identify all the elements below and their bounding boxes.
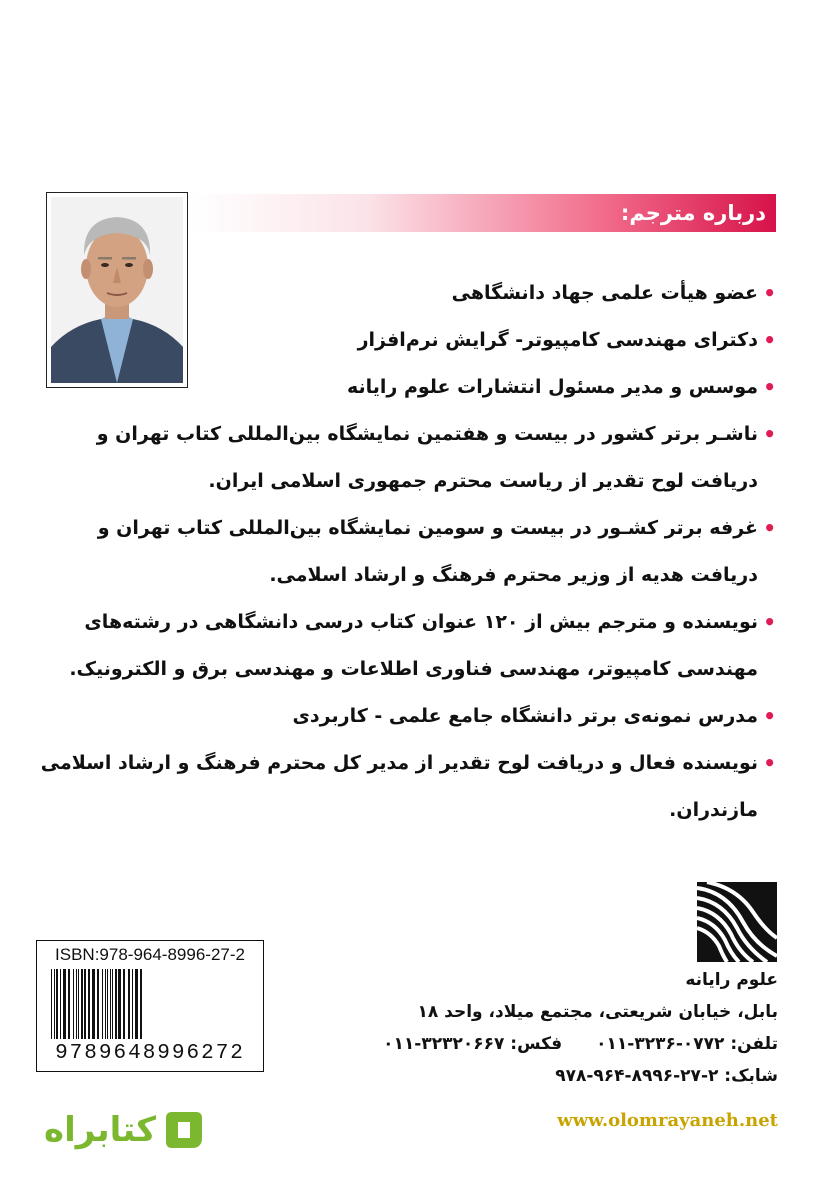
- barcode-bar: [110, 969, 111, 1039]
- bio-item: [40, 740, 776, 834]
- bullet-icon: •: [763, 610, 776, 634]
- bio-text: نویسنده فعال و دریافت لوح تقدیر از مدیر کل محترم فرهنگ و ارشاد اسلامی مازندران.: [40, 752, 758, 821]
- barcode-bar: [54, 969, 55, 1039]
- barcode-bar: [105, 969, 106, 1039]
- barcode-bar: [92, 969, 95, 1039]
- barcode-digits: 9789648996272: [55, 1042, 245, 1065]
- barcode-bar: [88, 969, 90, 1039]
- publisher-logo-icon: [697, 882, 777, 962]
- barcode: [36, 940, 264, 1072]
- barcode-bar: [51, 969, 52, 1039]
- barcode-bar: [135, 969, 138, 1039]
- bullet-icon: •: [763, 375, 776, 399]
- barcode-bar: [140, 969, 142, 1039]
- bio-item: [40, 693, 776, 740]
- barcode-bar: [115, 969, 117, 1039]
- barcode-bar: [60, 969, 61, 1039]
- barcode-bar: [84, 969, 86, 1039]
- publisher-isbn: شابک: ۲-۲۷-۸۹۹۶-۹۶۴-۹۷۸: [555, 1066, 778, 1086]
- bio-text: غرفه برتر کشـور در بیست و سومین نمایشگاه بین‌المللی کتاب تهران و دریافت هدیه از وزیر محترم فرهنگ و ارشاد اسلامی.: [97, 517, 758, 586]
- bio-item: [40, 364, 776, 411]
- publisher-phone: تلفن: ۰۷۷۲-۳۲۳۶-۰۱۱: [596, 1034, 778, 1054]
- barcode-bars: [49, 969, 253, 1039]
- barcode-bar: [97, 969, 99, 1039]
- barcode-bar: [128, 969, 130, 1039]
- publisher-address: بابل، خیابان شریعتی، مجتمع میلاد، واحد ۱۸: [417, 1002, 778, 1022]
- ketabrah-logo: [44, 1108, 206, 1152]
- publisher-info: [300, 964, 778, 1092]
- bio-text: ناشـر برتر کشور در بیست و هفتمین نمایشگاه بین‌المللی کتاب تهران و دریافت لوح تقدیر از ریاست محترم جمهوری اسلامی ایران.: [96, 423, 758, 492]
- bio-item: [40, 505, 776, 599]
- section-header-bar: [192, 194, 776, 232]
- isbn-label: ISBN:978-964-8996-27-2: [55, 945, 245, 964]
- bullet-icon: •: [763, 328, 776, 352]
- barcode-bar: [78, 969, 79, 1039]
- bullet-icon: •: [763, 704, 776, 728]
- bullet-icon: •: [763, 751, 776, 775]
- bullet-icon: •: [763, 281, 776, 305]
- contact-row: [300, 1028, 778, 1060]
- bullet-icon: •: [763, 422, 776, 446]
- barcode-bar: [81, 969, 83, 1039]
- bio-text: موسس و مدیر مسئول انتشارات علوم رایانه: [346, 376, 758, 398]
- bio-item: [40, 270, 776, 317]
- bio-text: دکترای مهندسی کامپیوتر- گرایش نرم‌افزار: [357, 329, 758, 351]
- barcode-bar: [68, 969, 70, 1039]
- bio-text: عضو هیأت علمی جهاد دانشگاهی: [451, 282, 758, 304]
- bio-item: [40, 599, 776, 693]
- bullet-icon: •: [763, 516, 776, 540]
- ketabrah-wordmark: کتابراه: [44, 1110, 157, 1150]
- bio-item: [40, 411, 776, 505]
- ketabrah-icon: [162, 1108, 206, 1152]
- barcode-bar: [63, 969, 66, 1039]
- publisher-name: علوم رایانه: [685, 970, 778, 990]
- publisher-fax: فکس: ۳۲۳۲۰۶۶۷-۰۱۱: [383, 1034, 563, 1054]
- barcode-bar: [76, 969, 77, 1039]
- bio-text: نویسنده و مترجم بیش از ۱۲۰ عنوان کتاب درسی دانشگاهی در رشته‌های مهندسی کامپیوتر، مهندسی فناوری اطلاعات و مهندسی برق و الکترونیک.: [69, 611, 758, 680]
- bio-list: [40, 270, 776, 834]
- barcode-bar: [107, 969, 108, 1039]
- barcode-bar: [118, 969, 121, 1039]
- barcode-bar: [73, 969, 74, 1039]
- barcode-bar: [102, 969, 103, 1039]
- publisher-website-link[interactable]: www.olomrayaneh.net: [557, 1110, 778, 1131]
- barcode-bar: [123, 969, 125, 1039]
- barcode-bar: [132, 969, 133, 1039]
- bio-text: مدرس نمونه‌ی برتر دانشگاه جامع علمی - کاربردی: [292, 705, 758, 727]
- section-title: درباره مترجم:: [620, 201, 766, 225]
- barcode-bar: [56, 969, 58, 1039]
- barcode-bar: [112, 969, 113, 1039]
- bio-item: [40, 317, 776, 364]
